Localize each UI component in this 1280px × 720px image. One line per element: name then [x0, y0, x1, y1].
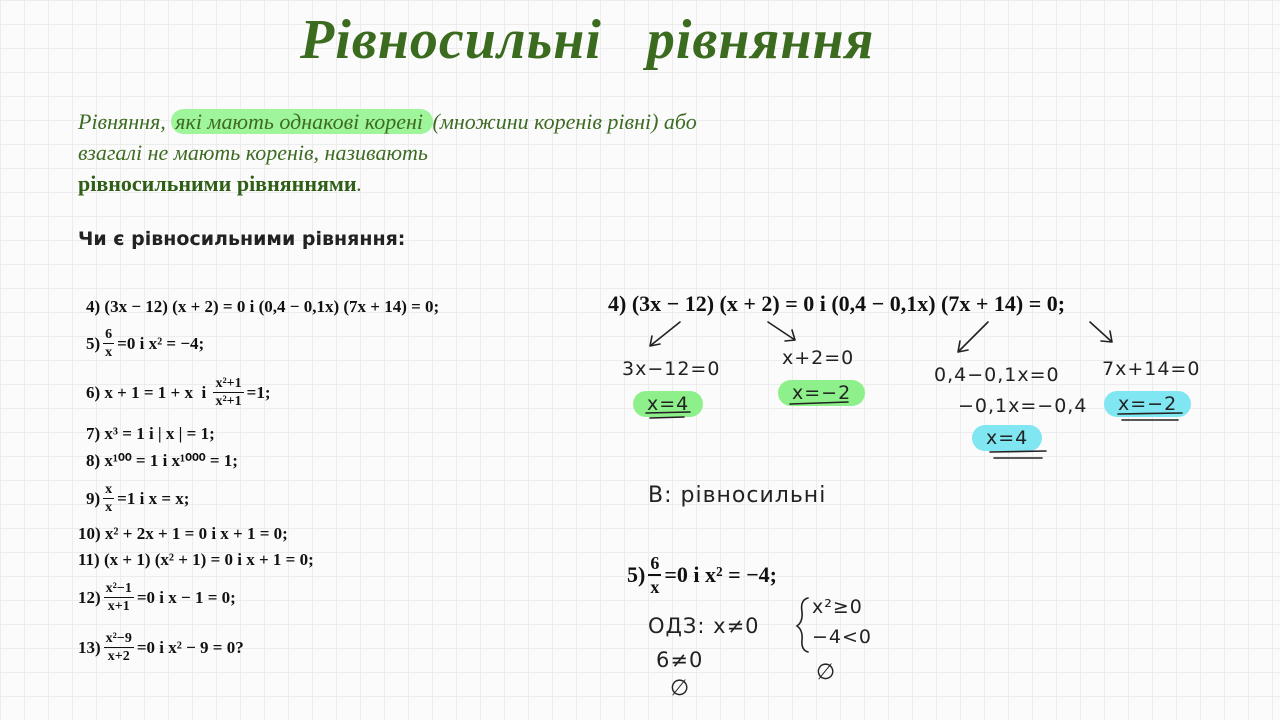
solution-4-header: 4) (3x − 12) (x + 2) = 0 і (0,4 − 0,1x) (7x + 14) = 0; [608, 291, 1066, 316]
system-brace [797, 598, 808, 652]
arrow-b [768, 322, 795, 341]
underline-b [790, 402, 848, 404]
solution-5-system-1: x²≥0 [812, 596, 863, 618]
exercise-8: 8) x¹⁰⁰ = 1 і x¹⁰⁰⁰ = 1; [86, 451, 238, 470]
solution-4-a1: 3x−12=0 [622, 358, 721, 380]
fraction-denominator: x [650, 577, 660, 597]
arrow-a [650, 322, 680, 346]
fraction-denominator: x [105, 345, 113, 360]
fraction-numerator: 6 [648, 552, 661, 576]
exercise-7: 7) x³ = 1 і | x | = 1; [86, 424, 215, 443]
solution-5-line2: 6≠0 [656, 648, 704, 672]
exercise-12-rest: =0 і x − 1 = 0; [136, 587, 236, 607]
solution-5-system-2: −4<0 [812, 626, 873, 648]
underline-a [646, 412, 690, 418]
page-title: Рівносильні рівняння [300, 9, 875, 71]
solution-4-b1: x+2=0 [782, 347, 855, 369]
exercise-6-prefix: 6) x + 1 = 1 + x і [86, 382, 211, 402]
definition-part2: (множини коренів рівні) або взагалі не мають коренів, називають [78, 109, 697, 165]
exercise-6-rest: =1; [246, 382, 271, 402]
definition-term: рівносильними рівняннями [78, 171, 357, 196]
solution-4-d1: 7x+14=0 [1102, 358, 1201, 380]
solution-4-answer: В: рівносильні [648, 483, 827, 508]
solution-4-d2: x=−2 [1104, 391, 1191, 417]
fraction-denominator: x²+1 [215, 394, 242, 409]
solution-4-c3: x=4 [972, 425, 1042, 451]
definition-end: . [356, 171, 363, 196]
solution-4-c2: −0,1x=−0,4 [958, 395, 1088, 417]
exercise-12-number: 12) [78, 587, 101, 607]
fraction-denominator: x+2 [107, 649, 130, 664]
solution-4-b2: x=−2 [778, 380, 865, 406]
definition-part1: Рівняння, [78, 109, 172, 134]
underline-c [990, 451, 1046, 458]
exercise-9-number: 9) [86, 488, 101, 508]
solution-5-line3: ∅ [670, 676, 691, 701]
exercise-11: 11) (x + 1) (x² + 1) = 0 і x + 1 = 0; [78, 550, 314, 569]
solution-5-odz: ОДЗ: x≠0 [648, 614, 760, 638]
exercise-13-number: 13) [78, 637, 101, 657]
exercise-9-rest: =1 і x = x; [117, 488, 190, 508]
exercise-5-number: 5) [86, 333, 101, 353]
fraction-numerator: 6 [105, 327, 113, 342]
fraction-numerator: x²+1 [215, 376, 242, 391]
fraction-denominator: x [105, 500, 113, 515]
solution-5-system-3: ∅ [816, 660, 837, 685]
fraction-numerator: x [105, 482, 113, 497]
definition-highlight: які мають однакові корені [171, 109, 432, 134]
exercise-5-rest: =0 і x² = −4; [117, 333, 205, 353]
question-heading: Чи є рівносильними рівняння: [78, 228, 406, 250]
exercise-10: 10) x² + 2x + 1 = 0 і x + 1 = 0; [78, 524, 288, 543]
solution-4-a2: x=4 [633, 391, 703, 417]
fraction-numerator: x²−1 [105, 581, 132, 596]
solution-5-number: 5) [627, 562, 646, 587]
solution-4-c1: 0,4−0,1x=0 [934, 364, 1060, 386]
fraction-denominator: x+1 [107, 599, 130, 614]
arrow-c [958, 322, 988, 352]
underline-d [1118, 413, 1182, 420]
exercise-4: 4) (3x − 12) (x + 2) = 0 і (0,4 − 0,1x) (7x + 14) = 0; [86, 297, 440, 316]
fraction-numerator: x²−9 [105, 631, 132, 646]
exercise-13-rest: =0 і x² − 9 = 0? [136, 637, 244, 657]
solution-5-rest: =0 і x² = −4; [664, 562, 777, 587]
arrow-d [1090, 322, 1112, 342]
